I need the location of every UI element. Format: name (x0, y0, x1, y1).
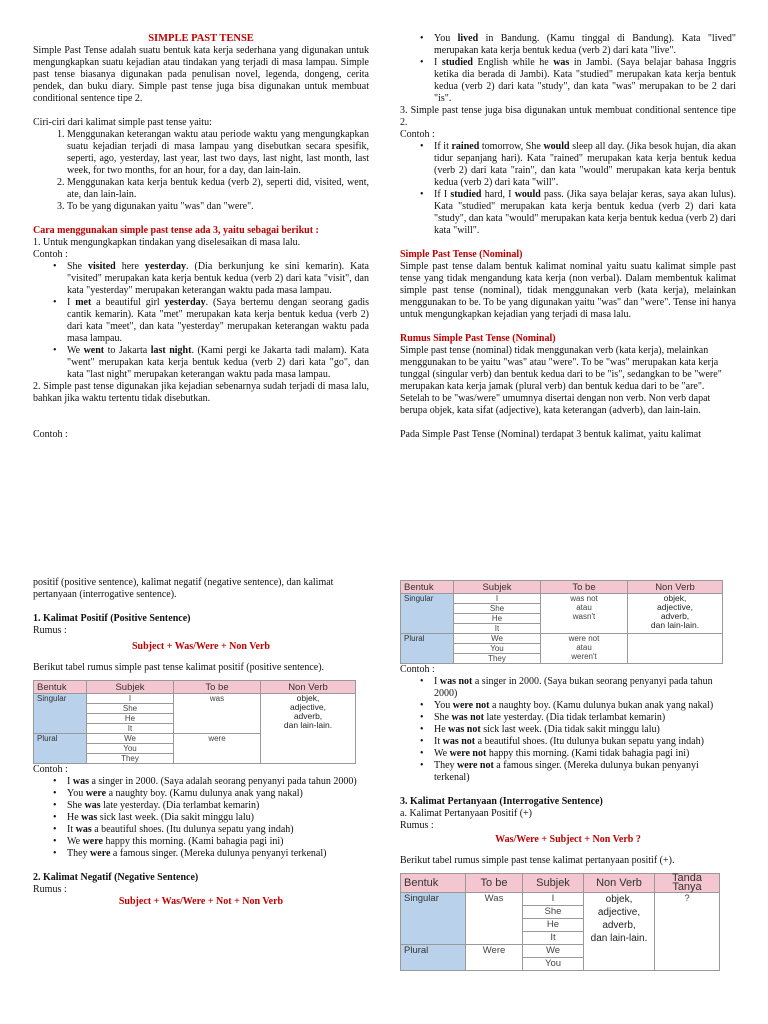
contoh-label: Contoh : (33, 429, 68, 440)
negatif-heading: 2. Kalimat Negatif (Negative Sentence) (33, 872, 199, 883)
table-cell: We (87, 734, 174, 744)
table-cell: We (454, 634, 541, 644)
tobe-were: were (174, 734, 261, 764)
use3-examples (400, 141, 736, 237)
table-header: Subjek (87, 681, 174, 694)
list-item: • You were not a naughty boy. (Kamu dulunya bukan anak yang nakal) (434, 700, 736, 712)
table-cell: It (523, 932, 584, 945)
table-header: Non Verb (584, 874, 655, 893)
tiga-bentuk-paragraph: Pada Simple Past Tense (Nominal) terdapat 3 bentuk kalimat, yaitu kalimat (400, 429, 701, 440)
tanya-table (400, 873, 720, 971)
list-item: • We were happy this morning. (Kami bahagia pagi ini) (67, 836, 369, 848)
table-header: To be (174, 681, 261, 694)
list-item: 3. To be yang digunakan yaitu "was" dan "were". (67, 201, 369, 213)
question-mark-cell: ? (655, 893, 720, 971)
tobe-were: Were (466, 945, 523, 971)
bentuk-plural: Plural (401, 634, 454, 664)
table-header: Tanda Tanya (655, 874, 720, 893)
table-cell: He (87, 714, 174, 724)
page1-right-column (400, 33, 736, 441)
table-cell: You (454, 644, 541, 654)
bentuk-plural: Plural (401, 945, 466, 971)
table-header: Subjek (523, 874, 584, 893)
negatif-formula: Subject + Was/Were + Not + Non Verb (118, 896, 284, 907)
list-item: • I met a beautiful girl yesterday. (Saya bertemu dengan seorang gadis cantik kemarin). Kata "met" merupakan kata kerja bentuk kedua (verb 2) dari kata "meet", dan kata "yesterday" merupakan keterangan waktu pada masa lampau. (67, 297, 369, 345)
list-item: • You lived in Bandung. (Kamu tinggal di Bandung). Kata "lived" merupakan kata kerja bentuk kedua (verb 2) dari kata "live". (434, 33, 736, 57)
contoh-label: Contoh : (400, 664, 435, 675)
table-cell: She (523, 906, 584, 919)
rumus-label: Rumus : (33, 625, 67, 636)
tobe-were-not: were not atau weren't (541, 634, 628, 664)
page2-right-column (400, 580, 736, 971)
list-item: • We went to Jakarta last night. (Kami pergi ke Jakarta tadi malam). Kata "went" merupakan kata kerja bentuk kedua (verb 2) dari kata "go", dan kata "last night" merupakan keterangan waktu pada masa lampau. (67, 345, 369, 381)
nominal-paragraph: Simple past tense dalam bentuk kalimat nominal yaitu suatu kalimat simple past tense yang tidak mengandung kata kerja (non verbal). Dalam membentuk kalimat simple past tense (nominal), tidak menggunakan verb (kata kerja), melainkan menggunakan to be. To be yang digunakan yaitu "was" dan "were". Tense ini hanya untuk mengungkapkan kejadian yang terjadi di masa lalu. (400, 261, 736, 320)
tanya-table-intro: Berikut tabel rumus simple past tense kalimat pertanyaan positif (+). (400, 855, 675, 866)
list-item: • I was not a singer in 2000. (Saya bukan seorang penyanyi pada tahun 2000) (434, 676, 736, 700)
list-item: • I was a singer in 2000. (Saya adalah seorang penyanyi pada tahun 2000) (67, 776, 369, 788)
table-cell: He (523, 919, 584, 932)
tanya-formula: Was/Were + Subject + Non Verb ? (495, 834, 641, 845)
negatif-examples (400, 676, 736, 784)
bentuk-plural: Plural (34, 734, 87, 764)
use2-examples (400, 33, 736, 105)
positif-heading: 1. Kalimat Positif (Positive Sentence) (33, 613, 191, 624)
table-cell: They (454, 654, 541, 664)
list-item: 2. Menggunakan kata kerja bentuk kedua (verb 2), seperti did, visited, went, ate, dan lain-lain. (67, 177, 369, 201)
use1-examples (33, 261, 369, 381)
list-item: • It was not a beautiful shoes. (Itu dulunya bukan sepatu yang indah) (434, 736, 736, 748)
table-header: Non Verb (628, 581, 723, 594)
tanya-heading: 3. Kalimat Pertanyaan (Interrogative Sentence) (400, 796, 603, 807)
rumus-nominal-heading: Rumus Simple Past Tense (Nominal) (400, 333, 556, 344)
nonverb-cell: objek, adjective, adverb, dan lain-lain. (628, 594, 723, 634)
tobe-was: was (174, 694, 261, 734)
table-header: To be (466, 874, 523, 893)
table-cell: He (454, 614, 541, 624)
tobe-was: Was (466, 893, 523, 945)
ciri-heading: Ciri-ciri dari kalimat simple past tense yaitu: (33, 117, 212, 128)
positif-examples (33, 776, 369, 860)
table-cell: It (454, 624, 541, 634)
table-header: To be (541, 581, 628, 594)
list-item: • He was sick last week. (Dia sakit minggu lalu) (67, 812, 369, 824)
table-cell: It (87, 724, 174, 734)
contoh-label: Contoh : (400, 129, 435, 140)
contoh-label: Contoh : (33, 764, 68, 775)
contoh-label: Contoh : (33, 249, 68, 260)
nonverb-cell: objek, adjective, adverb, dan lain-lain. (261, 694, 356, 764)
negatif-table (400, 580, 723, 664)
list-item: • She was late yesterday. (Dia terlambat kemarin) (67, 800, 369, 812)
intro-paragraph: Simple Past Tense adalah suatu bentuk kata kerja sederhana yang digunakan untuk mengungkapkan suatu kejadian atau tindakan yang terjadi di masa lampau. Simple past tense biasanya digunakan pada penulisan novel, legenda, dongeng, cerita pendek, dan buku diary. Simple past tense juga bisa digunakan untuk membuat conditional sentence tipe 2. (33, 45, 369, 104)
positif-table (33, 680, 356, 764)
list-item: • We were not happy this morning. (Kami tidak bahagia pagi ini) (434, 748, 736, 760)
rumus-nominal-paragraph: Simple past tense (nominal) tidak menggunakan verb (kata kerja), melainkan menggunakan to be yaitu "was" atau "were". To be "was" merupakan kata kerja tunggal (singular verb) dan bentuk kedua dari to be "is", sedangkan to be "were" merupakan kata kerja jamak (plural verb) dan bentuk kedua dari to be "are". Setelah to be "was/were" umumnya disertai dengan non verb. Non verb dapat berupa objek, kata sifat (adjective), kata keterangan (adverb), dan lain-lain. (400, 345, 722, 416)
page1-left-column (33, 33, 369, 441)
bentuk-singular: Singular (401, 893, 466, 945)
positif-formula: Subject + Was/Were + Non Verb (132, 641, 270, 652)
ciri-list (33, 129, 369, 213)
table-cell: They (87, 754, 174, 764)
positif-table-intro: Berikut tabel rumus simple past tense kalimat positif (positive sentence). (33, 662, 325, 673)
table-cell: You (87, 744, 174, 754)
table-cell: She (454, 604, 541, 614)
table-header: Bentuk (401, 581, 454, 594)
table-header: Bentuk (401, 874, 466, 893)
document-page-2 (0, 566, 768, 1024)
tanya-sub: a. Kalimat Pertanyaan Positif (+) (400, 808, 532, 819)
table-cell: I (454, 594, 541, 604)
table-cell (628, 634, 723, 664)
use-3: 3. Simple past tense juga bisa digunakan untuk membuat conditional sentence tipe 2. (400, 105, 736, 128)
table-header: Bentuk (34, 681, 87, 694)
list-item: • They were a famous singer. (Mereka dulunya penyanyi terkenal) (67, 848, 369, 860)
table-header: Subjek (454, 581, 541, 594)
table-cell: I (523, 893, 584, 906)
list-item: • If I studied hard, I would pass. (Jika saya belajar keras, saya akan lulus). Kata "studied" merupakan kata kerja bentuk kedua (verb 2) dari kata "study", dan kata "would" merupakan kata kerja bentuk kedua (verb 2) dari kata "will". (434, 189, 736, 237)
tobe-was-not: was not atau wasn't (541, 594, 628, 634)
list-item: • I studied English while he was in Jambi. (Saya belajar bahasa Inggris ketika dia berada di Jambi). Kata "studied" merupakan kata kerja bentuk kedua (verb 2) dari kata "study", dan kata "was" merupakan to be 2 dari "is". (434, 57, 736, 105)
table-cell: I (87, 694, 174, 704)
table-cell: You (523, 958, 584, 971)
table-cell: We (523, 945, 584, 958)
use-1: 1. Untuk mengungkapkan tindakan yang diselesaikan di masa lalu. (33, 237, 301, 248)
page2-left-column (33, 577, 369, 917)
list-item: • It was a beautiful shoes. (Itu dulunya sepatu yang indah) (67, 824, 369, 836)
cara-heading: Cara menggunakan simple past tense ada 3, yaitu sebagai berikut : (33, 225, 319, 236)
rumus-label: Rumus : (400, 820, 434, 831)
continued-paragraph: positif (positive sentence), kalimat negatif (negative sentence), dan kalimat pertanyaan (interrogative sentence). (33, 577, 334, 600)
list-item: • She was not late yesterday. (Dia tidak terlambat kemarin) (434, 712, 736, 724)
list-item: • She visited here yesterday. (Dia berkunjung ke sini kemarin). Kata "visited" merupakan kata kerja bentuk kedua (verb 2) dari kata "visit", dan kata "yesterday" merupakan keterangan waktu pada masa lampau. (67, 261, 369, 297)
list-item: 1. Menggunakan keterangan waktu atau periode waktu yang mengungkapkan suatu kejadian terjadi di masa lampau yang disebutkan secara spesifik, seperti, ago, yesterday, last year, last two days, last night, last month, last week, for two months, for an hour, for a day, dan lain-lain. (67, 129, 369, 177)
list-item: • They were not a famous singer. (Mereka dulunya bukan penyanyi terkenal) (434, 760, 736, 784)
bentuk-singular: Singular (401, 594, 454, 634)
list-item: • You were a naughty boy. (Kamu dulunya anak yang nakal) (67, 788, 369, 800)
use-2: 2. Simple past tense digunakan jika kejadian sebenarnya sudah terjadi di masa lalu, bahkan jika waktu tertentu tidak disebutkan. (33, 381, 369, 404)
table-cell: She (87, 704, 174, 714)
bentuk-singular: Singular (34, 694, 87, 734)
list-item: • If it rained tomorrow, She would sleep all day. (Jika besok hujan, dia akan tidur sepanjang hari). Kata "rained" merupakan kata kerja bentuk kedua (verb 2) dari kata "rain", dan kata "would" merupakan kata kerja bentuk kedua (verb 2) dari kata "will". (434, 141, 736, 189)
nominal-heading: Simple Past Tense (Nominal) (400, 249, 523, 260)
nonverb-cell: objek, adjective, adverb, dan lain-lain. (584, 893, 655, 971)
doc-title: SIMPLE PAST TENSE (148, 33, 254, 44)
list-item: • He was not sick last week. (Dia tidak sakit minggu lalu) (434, 724, 736, 736)
table-header: Non Verb (261, 681, 356, 694)
rumus-label: Rumus : (33, 884, 67, 895)
